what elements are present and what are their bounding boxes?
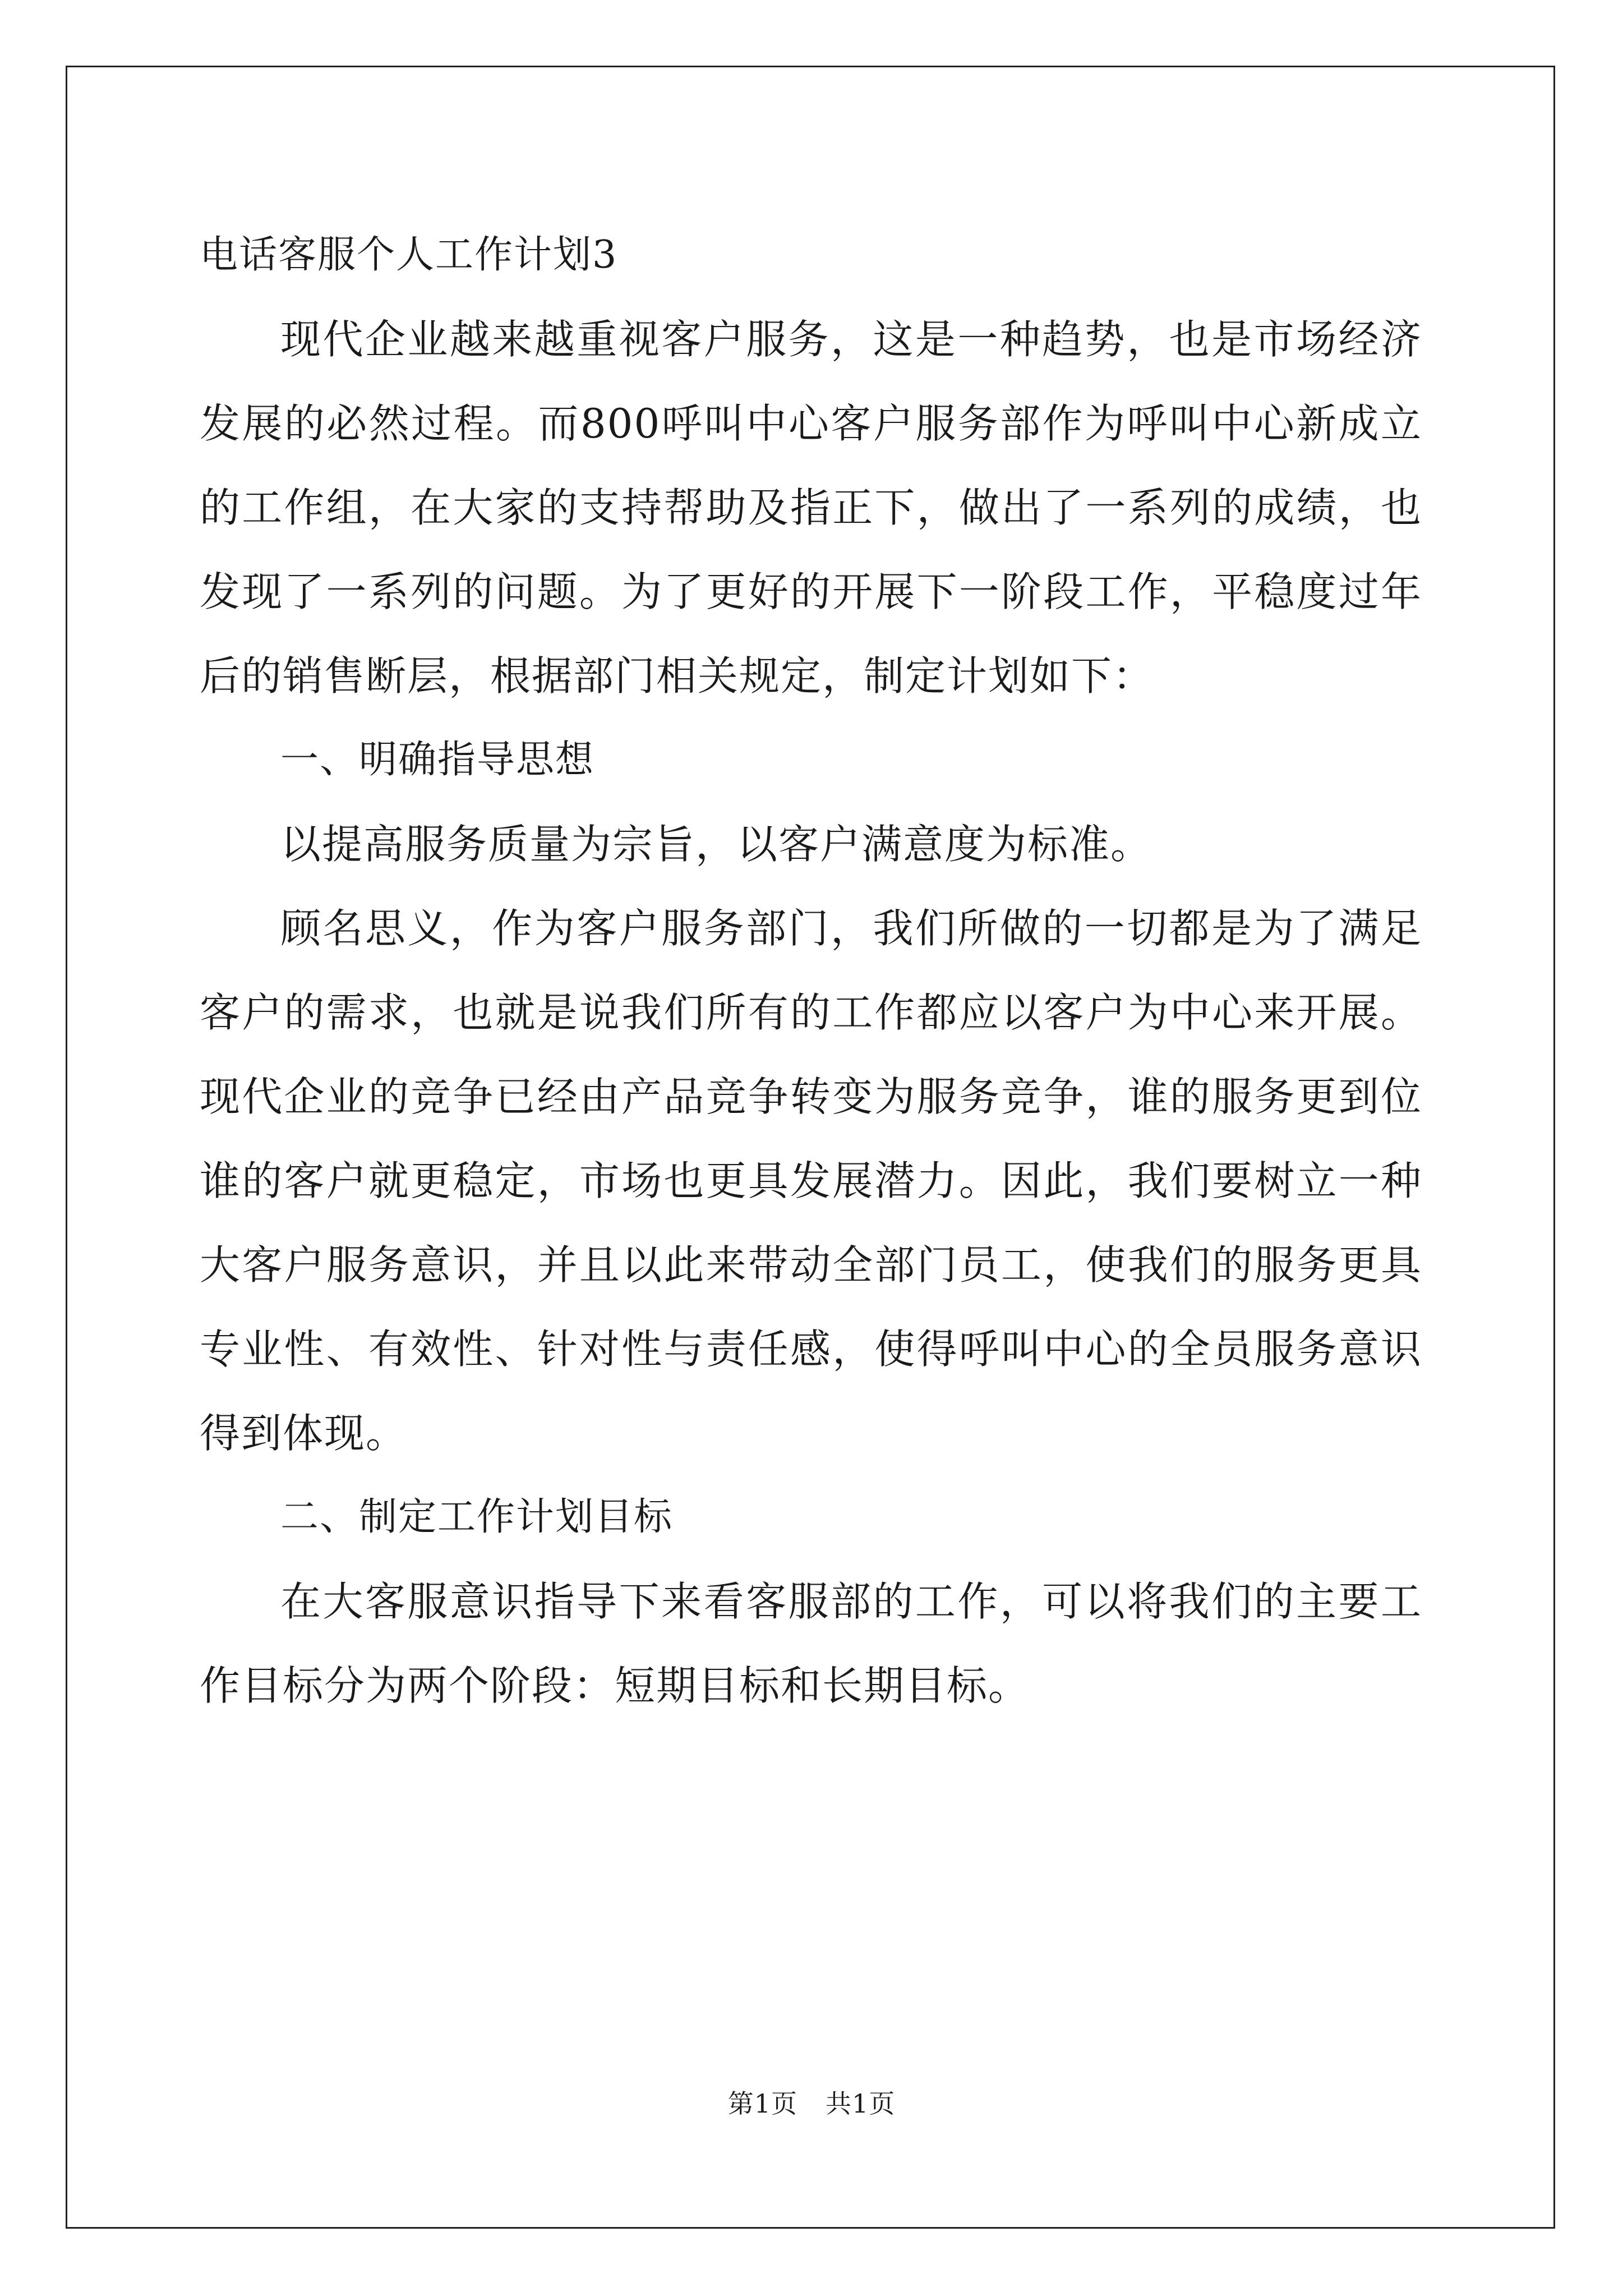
- section-heading-1: 一、明确指导思想: [280, 738, 595, 782]
- paragraph-explanation: 顾名思义，作为客户服务部门，我们所做的一切都是为了满足客户的需求，也就是说我们所有的工作都应以客户为中心来开展。现代企业的竞争已经由产品竞争转变为服务竞争，谁的服务更到位谁的客户就更稳定，市场也更具发展潜力。因此，我们要树立一种大客户服务意识，并且以此来带动全部门员工，使我们的服务更具专业性、有效性、针对性与责任感，使得呼叫中心的全员服务意识得到体现。: [200, 905, 1422, 1457]
- section-heading-2: 二、制定工作计划目标: [280, 1495, 674, 1539]
- paragraph-goals: 在大客服意识指导下来看客服部的工作，可以将我们的主要工作目标分为两个阶段：短期目标和长期目标。: [200, 1578, 1422, 1709]
- page-total: 共1页: [826, 2088, 896, 2119]
- document-body: [200, 213, 1422, 1728]
- paragraph-intro: 现代企业越来越重视客户服务，这是一种趋势，也是市场经济发展的必然过程。而800呼叫中心客户服务部作为呼叫中心新成立的工作组，在大家的支持帮助及指正下，做出了一系列的成绩，也发现了一系列的问题。为了更好的开展下一阶段工作，平稳度过年后的销售断层，根据部门相关规定，制定计划如下：: [200, 316, 1422, 700]
- page-number: 第1页: [727, 2088, 797, 2119]
- paragraph-principle: 以提高服务质量为宗旨，以客户满意度为标准。: [280, 821, 1152, 868]
- page-footer: [0, 2087, 1623, 2120]
- document-title: 电话客服个人工作计划3: [200, 233, 618, 277]
